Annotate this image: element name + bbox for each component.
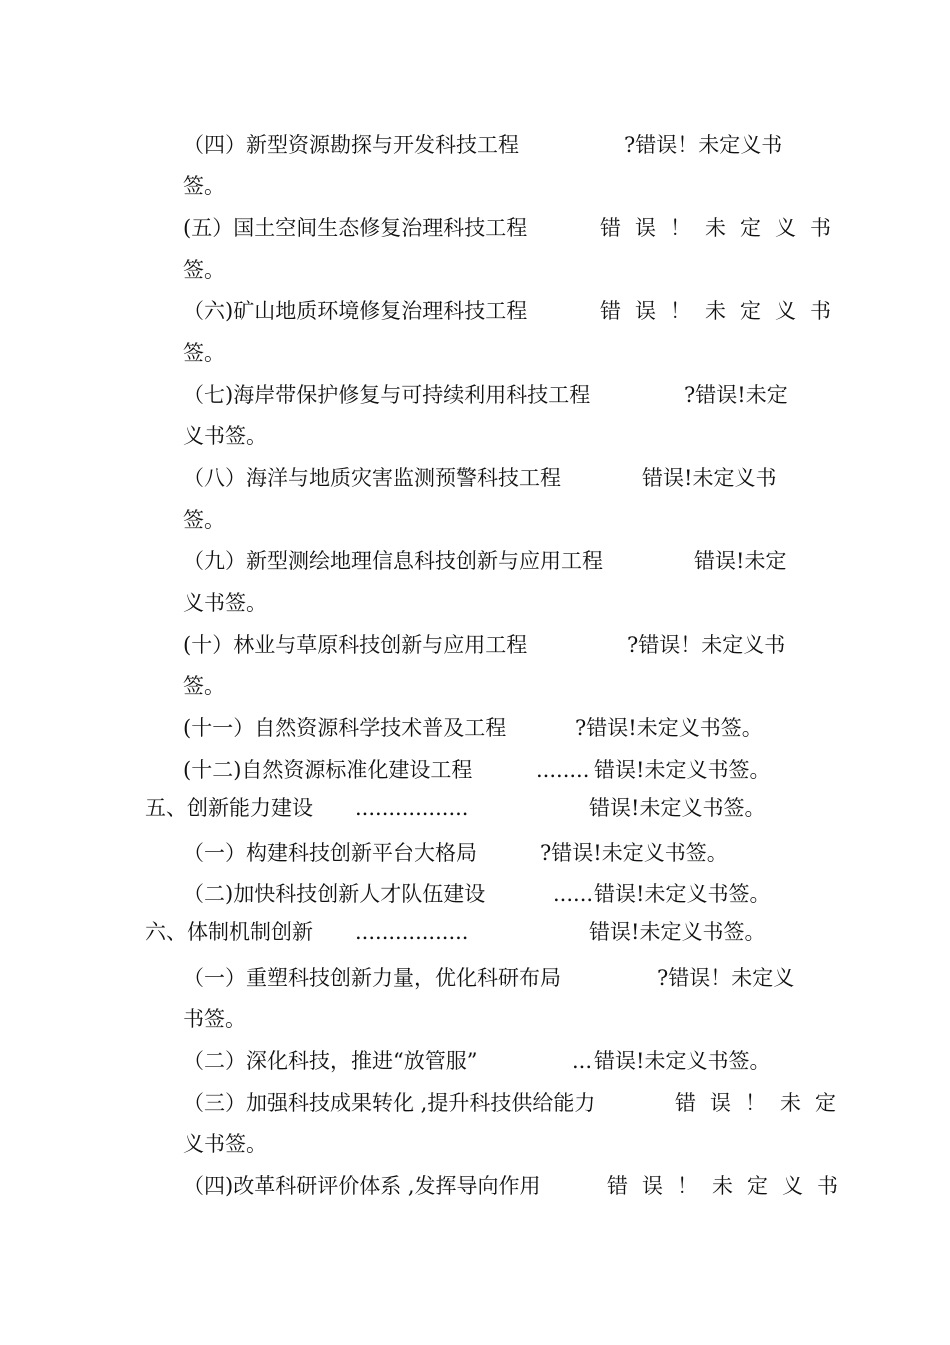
toc-entry-continuation: 签。 xyxy=(183,174,225,198)
toc-entry-ref[interactable]: 错误!未定义书签。 xyxy=(589,920,766,944)
toc-entry-continuation: 义书签。 xyxy=(183,591,267,615)
toc-entry-ref[interactable]: 错误!未定义书 xyxy=(642,466,777,490)
toc-entry-continuation: 义书签。 xyxy=(183,424,267,448)
toc-entry-title: （二）深化科技，推进“放管服” xyxy=(183,1049,478,1073)
toc-entry-title: （八）海洋与地质灾害监测预警科技工程 xyxy=(183,466,561,490)
toc-leader-dots: ........ xyxy=(536,758,590,782)
toc-entry-title: （一）重塑科技创新力量，优化科研布局 xyxy=(183,966,561,990)
toc-entry-ref[interactable]: 错误！未定义书 xyxy=(600,299,845,323)
toc-entry-ref[interactable]: ?错误!未定义书签。 xyxy=(540,841,728,865)
toc-entry-ref[interactable]: 错误!未定义书签。 xyxy=(594,1049,771,1073)
toc-entry-title: （四）新型资源勘探与开发科技工程 xyxy=(183,133,519,157)
toc-section-title: 六、体制机制创新 xyxy=(145,920,313,944)
toc-entry-continuation: 签。 xyxy=(183,258,225,282)
toc-leader-dots: ...... xyxy=(553,882,594,906)
toc-entry-title: （七)海岸带保护修复与可持续利用科技工程 xyxy=(183,383,591,407)
toc-entry-ref[interactable]: ?错误!未定 xyxy=(684,383,788,407)
toc-entry-title: (十一）自然资源科学技术普及工程 xyxy=(183,716,507,740)
toc-entry-title: （三）加强科技成果转化 ,提升科技供给能力 xyxy=(183,1091,596,1115)
toc-entry-title: （一）构建科技创新平台大格局 xyxy=(183,841,477,865)
toc-entry-continuation: 签。 xyxy=(183,674,225,698)
toc-entry-title: (十）林业与草原科技创新与应用工程 xyxy=(183,633,528,657)
toc-entry-ref[interactable]: 错误！未定义书 xyxy=(600,216,845,240)
toc-entry-title: （六)矿山地质环境修复治理科技工程 xyxy=(183,299,528,323)
toc-leader-dots: ... xyxy=(572,1049,593,1073)
toc-entry-ref[interactable]: 错误!未定义书签。 xyxy=(594,758,771,782)
toc-entry-title: （四)改革科研评价体系 ,发挥导向作用 xyxy=(183,1174,541,1198)
toc-entry-title: （九）新型测绘地理信息科技创新与应用工程 xyxy=(183,549,603,573)
toc-leader-dots: ................. xyxy=(355,796,469,820)
toc-section-title: 五、创新能力建设 xyxy=(145,796,313,820)
toc-entry-continuation: 签。 xyxy=(183,341,225,365)
toc-entry-ref[interactable]: 错误！未定义书 xyxy=(607,1174,852,1198)
toc-entry-continuation: 签。 xyxy=(183,508,225,532)
toc-entry-ref[interactable]: ?错误!未定义书签。 xyxy=(575,716,763,740)
toc-entry-ref[interactable]: ?错误！未定义书 xyxy=(624,133,783,157)
toc-entry-ref[interactable]: ?错误！未定义 xyxy=(657,966,795,990)
toc-entry-ref[interactable]: 错误!未定义书签。 xyxy=(589,796,766,820)
toc-entry-title: (五）国土空间生态修复治理科技工程 xyxy=(183,216,528,240)
toc-entry-continuation: 义书签。 xyxy=(183,1132,267,1156)
toc-leader-dots: ................. xyxy=(355,920,469,944)
toc-entry-ref[interactable]: 错误!未定 xyxy=(694,549,787,573)
toc-entry-title: (十二)自然资源标准化建设工程 xyxy=(183,758,473,782)
toc-entry-ref[interactable]: 错误！未定 xyxy=(675,1091,850,1115)
toc-entry-ref[interactable]: ?错误！未定义书 xyxy=(627,633,786,657)
toc-entry-title: （二)加快科技创新人才队伍建设 xyxy=(183,882,486,906)
toc-entry-continuation: 书签。 xyxy=(183,1007,246,1031)
toc-entry-ref[interactable]: 错误!未定义书签。 xyxy=(594,882,771,906)
